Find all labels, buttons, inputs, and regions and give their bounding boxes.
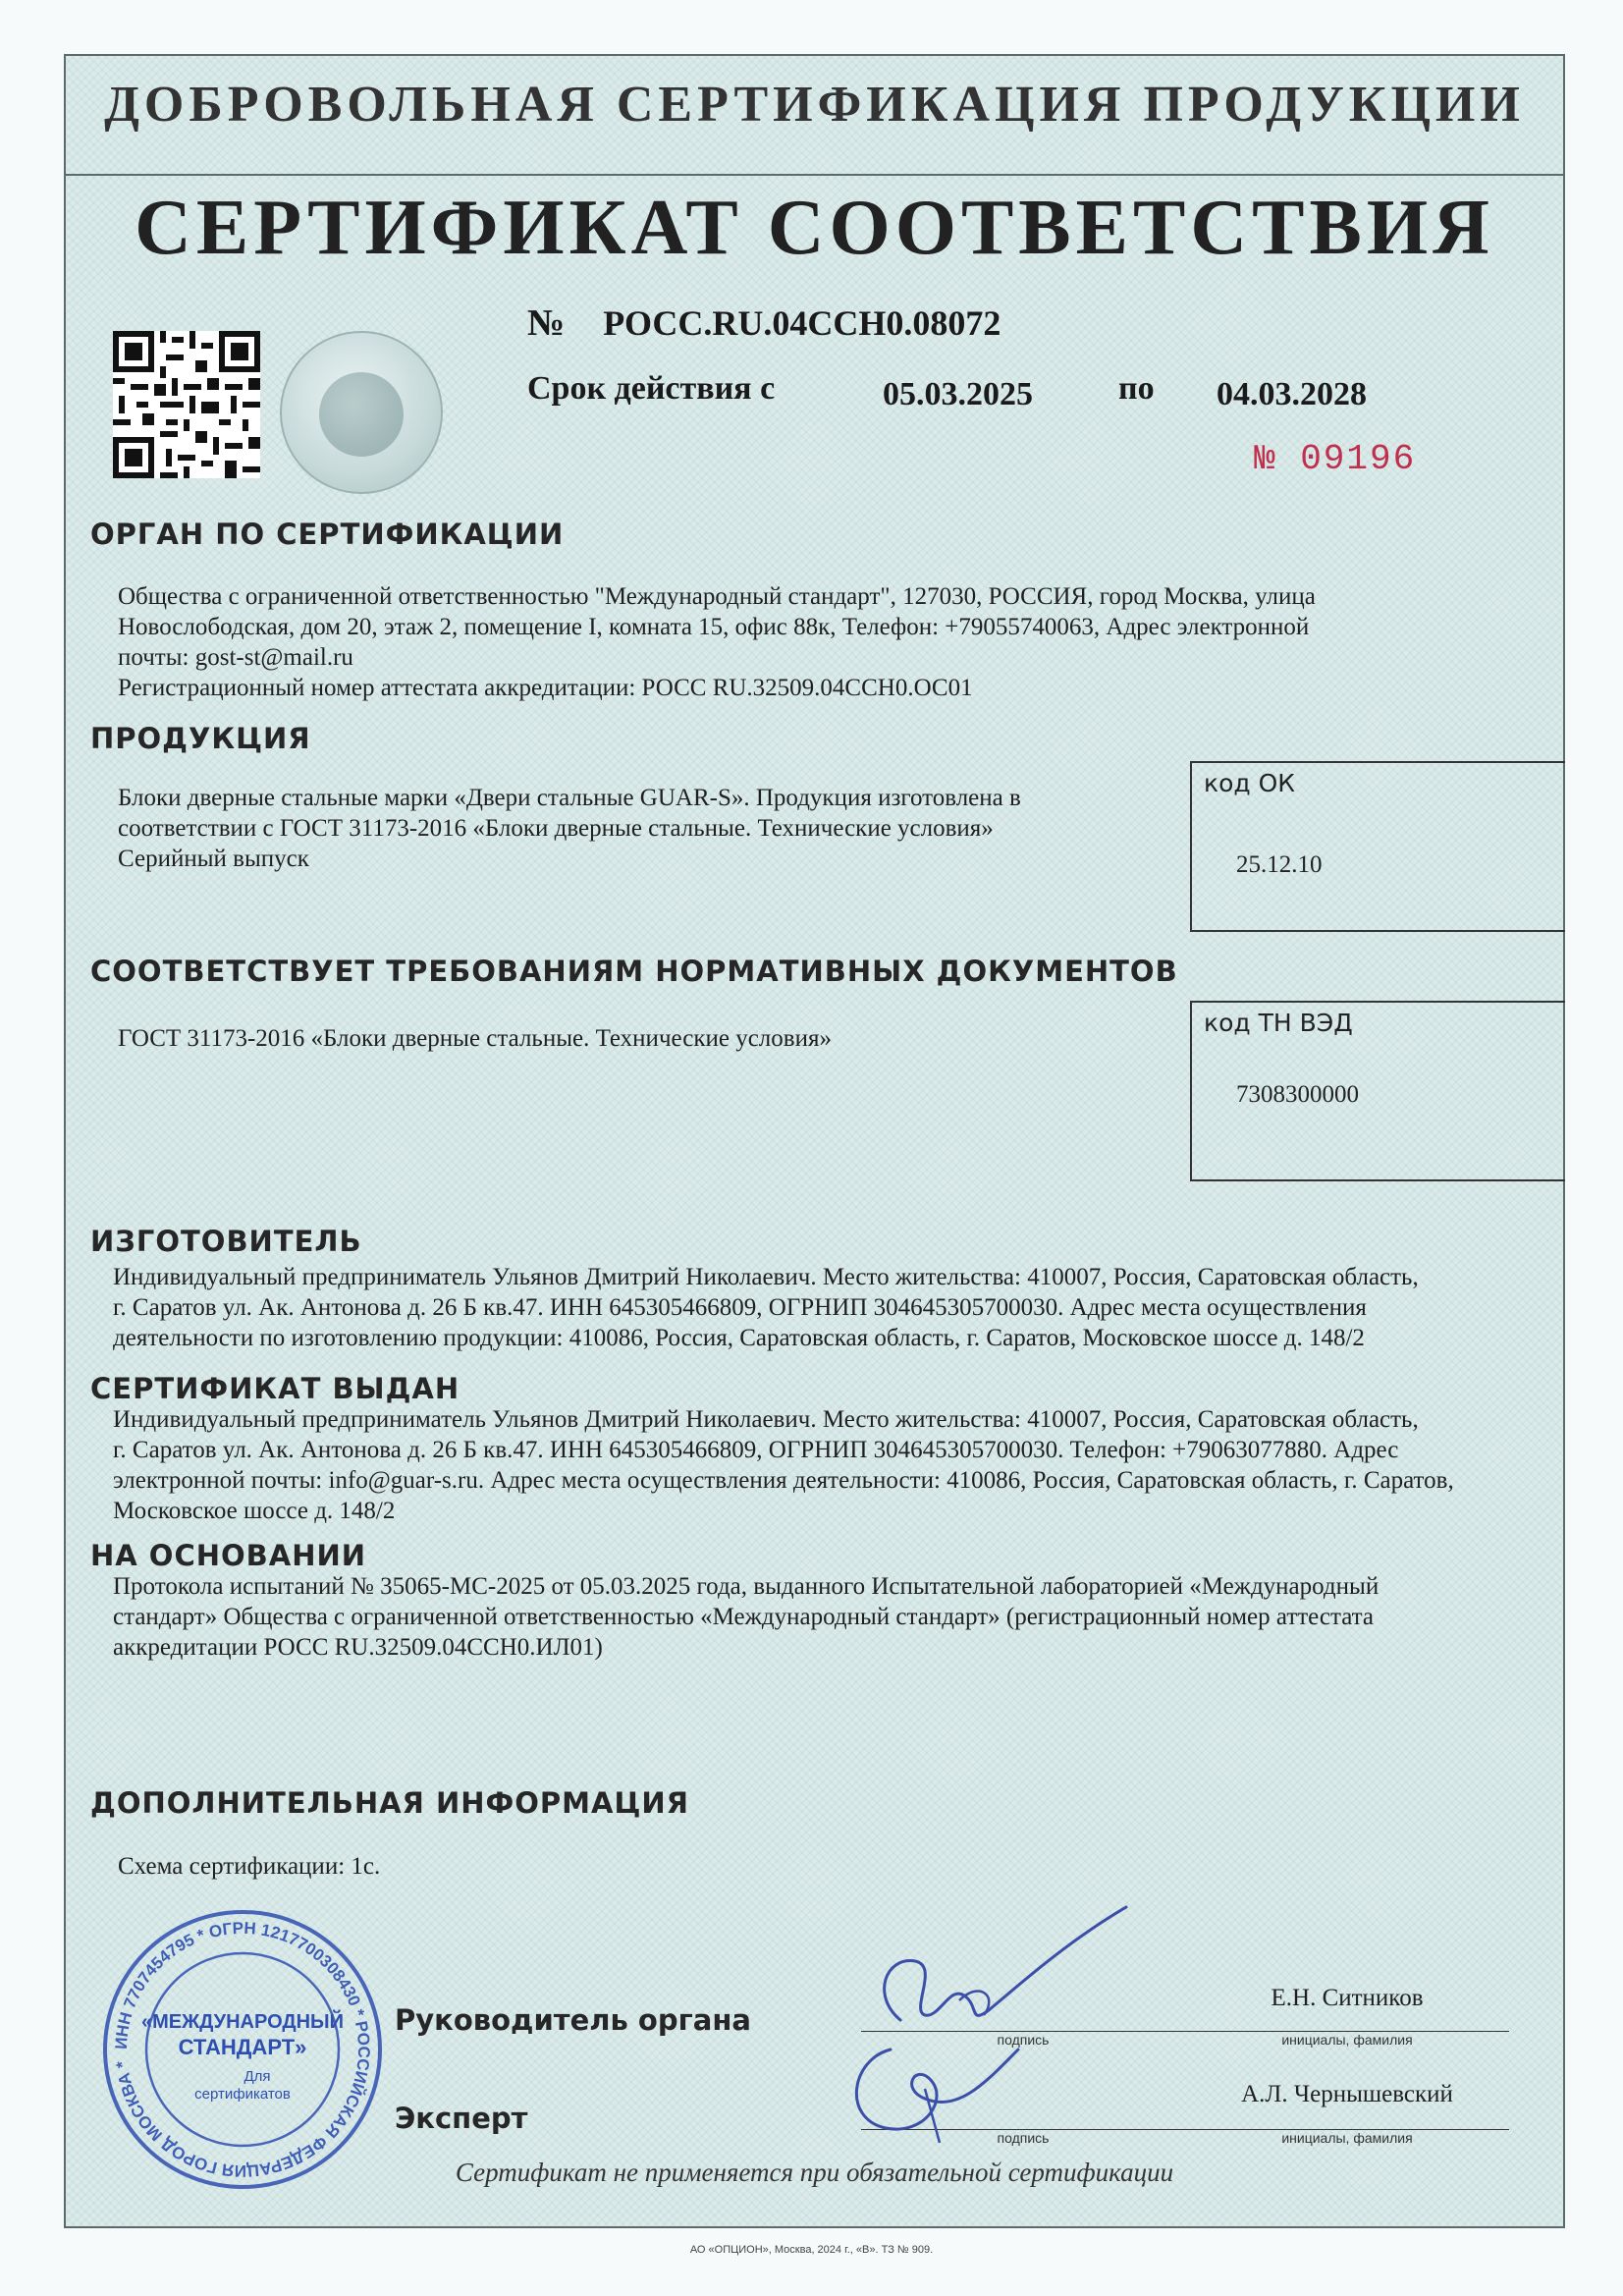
manufacturer-line: деятельности по изготовлению продукции: 410086, Россия, Саратовская область, г. Саратов, Московское шоссе д. 148/2 bbox=[113, 1325, 1365, 1351]
product-line: Блоки дверные стальные марки «Двери стальные GUAR-S». Продукция изготовлена в bbox=[118, 785, 1021, 811]
expert-signature-caption: подпись bbox=[997, 2130, 1050, 2146]
stamp-center-line-2: СТАНДАРТ» bbox=[178, 2035, 307, 2059]
certification-body-line: почты: gost-st@mail.ru bbox=[118, 644, 353, 671]
issued-to-line: Индивидуальный предприниматель Ульянов Дмитрий Николаевич. Место жительства: 410007, Россия, Саратовская область, bbox=[113, 1406, 1419, 1433]
hologram-emblem-icon bbox=[280, 331, 443, 494]
expert-signature-icon bbox=[832, 2020, 1048, 2158]
head-signature-caption: подпись bbox=[997, 2032, 1050, 2048]
certificate-form bbox=[64, 54, 1565, 2228]
qr-code-icon bbox=[113, 331, 260, 478]
head-name-caption: инициалы, фамилия bbox=[1281, 2032, 1413, 2048]
organization-stamp-icon bbox=[95, 1902, 390, 2197]
expert-name-caption: инициалы, фамилия bbox=[1281, 2130, 1413, 2146]
product-text bbox=[118, 783, 1208, 874]
header-divider bbox=[66, 174, 1563, 176]
stamp-ring-text: ИНН 7707454795 * ОГРН 1217700308430 * РОССИЙСКАЯ ФЕДЕРАЦИЯ ГОРОД МОСКВА * bbox=[111, 1918, 374, 2181]
valid-to-label: по bbox=[1118, 370, 1155, 407]
additional-info-heading: ДОПОЛНИТЕЛЬНАЯ ИНФОРМАЦИЯ bbox=[90, 1786, 689, 1820]
accreditation-number-line: Регистрационный номер аттестата аккредитации: РОСС RU.32509.04ССН0.ОС01 bbox=[118, 675, 973, 701]
stamp-center-line-1: «МЕЖДУНАРОДНЫЙ bbox=[140, 2011, 345, 2033]
basis-text bbox=[113, 1571, 1556, 1663]
valid-from-date: 05.03.2025 bbox=[883, 376, 1033, 412]
head-name: Е.Н. Ситников bbox=[1271, 1985, 1424, 2011]
manufacturer-heading: ИЗГОТОВИТЕЛЬ bbox=[90, 1225, 362, 1258]
blank-serial-number: № 09196 bbox=[1254, 439, 1417, 479]
certification-body-line: Общества с ограниченной ответственностью "Международный стандарт", 127030, РОССИЯ, город Москва, улица bbox=[118, 583, 1316, 610]
basis-line: аккредитации РОСС RU.32509.04ССН0.ИЛ01) bbox=[113, 1634, 603, 1661]
product-heading: ПРОДУКЦИЯ bbox=[90, 722, 311, 755]
certificate-number: РОСС.RU.04ССН0.08072 bbox=[603, 303, 1001, 343]
issued-to-line: Московское шоссе д. 148/2 bbox=[113, 1498, 396, 1524]
certification-body-text bbox=[118, 581, 1532, 703]
footer-note: Сертификат не применяется при обязательной сертификации bbox=[455, 2158, 1174, 2187]
manufacturer-line: Индивидуальный предприниматель Ульянов Дмитрий Николаевич. Место жительства: 410007, Россия, Саратовская область, bbox=[113, 1264, 1419, 1290]
basis-line: стандарт» Общества с ограниченной ответственностью «Международный стандарт» (регистрационный номер аттестата bbox=[113, 1604, 1374, 1630]
manufacturer-line: г. Саратов ул. Ак. Антонова д. 26 Б кв.47. ИНН 645305466809, ОГРНИП 304645305700030. Адрес места осуществления bbox=[113, 1294, 1367, 1321]
issued-to-line: электронной почты: info@guar-s.ru. Адрес места осуществления деятельности: 410086, Россия, Саратовская область, г. Саратов, bbox=[113, 1467, 1454, 1494]
ok-code-label: код ОК bbox=[1204, 769, 1296, 797]
certification-body-line: Новослободская, дом 20, этаж 2, помещение I, комната 15, офис 88к, Телефон: +79055740063, Адрес электронной bbox=[118, 614, 1310, 640]
header-top-title: ДОБРОВОЛЬНАЯ СЕРТИФИКАЦИЯ ПРОДУКЦИИ bbox=[104, 77, 1525, 133]
compliance-standard: ГОСТ 31173-2016 «Блоки дверные стальные. Технические условия» bbox=[118, 1025, 832, 1052]
issued-to-heading: СЕРТИФИКАТ ВЫДАН bbox=[90, 1372, 460, 1405]
number-symbol: № bbox=[527, 302, 566, 344]
certificate-title: СЕРТИФИКАТ СООТВЕТСТВИЯ bbox=[135, 185, 1494, 271]
certification-body-heading: ОРГАН ПО СЕРТИФИКАЦИИ bbox=[90, 518, 565, 551]
stamp-center-line-3: Для bbox=[243, 2068, 271, 2085]
tnved-code-value: 7308300000 bbox=[1236, 1081, 1359, 1108]
issued-to-line: г. Саратов ул. Ак. Антонова д. 26 Б кв.47. ИНН 645305466809, ОГРНИП 304645305700030. Телефон: +79063077880. Адрес bbox=[113, 1437, 1399, 1463]
ok-code-value: 25.12.10 bbox=[1236, 851, 1323, 878]
expert-name: А.Л. Чернышевский bbox=[1241, 2081, 1453, 2107]
head-of-body-label: Руководитель органа bbox=[395, 2003, 751, 2037]
expert-label: Эксперт bbox=[395, 2102, 528, 2135]
manufacturer-text bbox=[113, 1262, 1556, 1353]
compliance-heading: СООТВЕТСТВУЕТ ТРЕБОВАНИЯМ НОРМАТИВНЫХ ДОКУМЕНТОВ bbox=[90, 955, 1178, 988]
validity-label: Срок действия с bbox=[527, 370, 776, 407]
issued-to-text bbox=[113, 1404, 1556, 1526]
tnved-code-label: код ТН ВЭД bbox=[1204, 1009, 1353, 1037]
stamp-center-line-4: сертификатов bbox=[194, 2086, 291, 2103]
ok-code-box bbox=[1190, 761, 1565, 932]
tnved-code-box bbox=[1190, 1001, 1565, 1181]
certificate-number-line bbox=[527, 301, 1001, 345]
basis-line: Протокола испытаний № 35065-МС-2025 от 05.03.2025 года, выданного Испытательной лабораторией «Международный bbox=[113, 1573, 1380, 1600]
valid-to-date: 04.03.2028 bbox=[1217, 376, 1367, 412]
basis-heading: НА ОСНОВАНИИ bbox=[90, 1539, 367, 1572]
printer-imprint: АО «ОПЦИОН», Москва, 2024 г., «В». ТЗ № 909. bbox=[689, 2244, 934, 2256]
product-line: Серийный выпуск bbox=[118, 846, 309, 872]
product-line: соответствии с ГОСТ 31173-2016 «Блоки дверные стальные. Технические условия» bbox=[118, 815, 994, 842]
certification-scheme: Схема сертификации: 1с. bbox=[118, 1853, 381, 1880]
